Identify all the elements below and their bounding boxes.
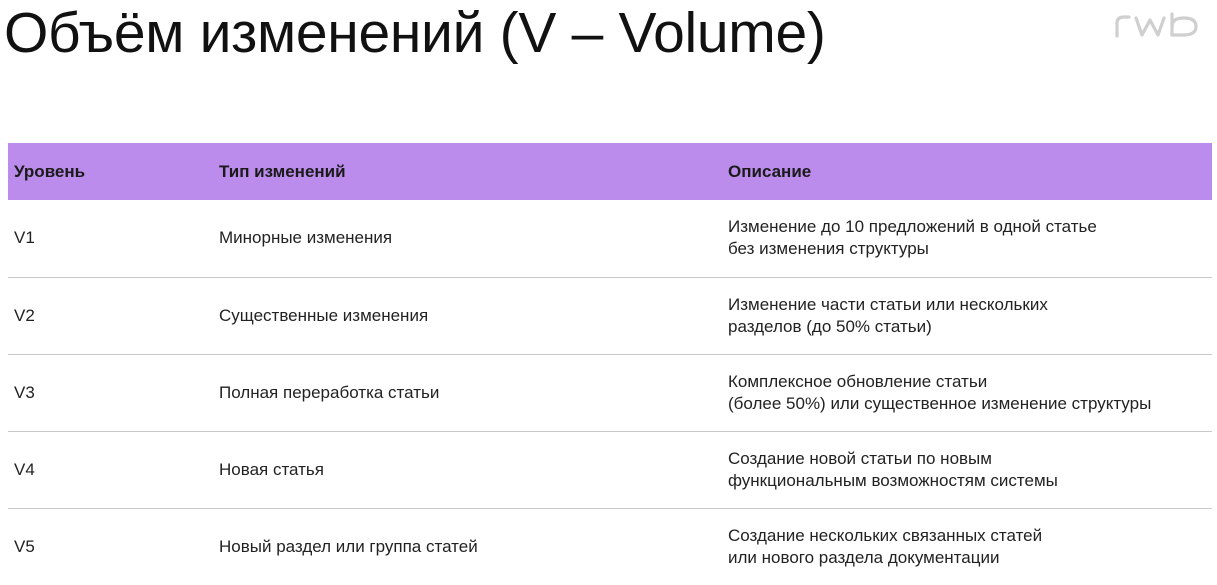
cell-description: [722, 354, 1212, 431]
rwb-logo: [1114, 12, 1214, 38]
header-level: Уровень: [14, 161, 86, 181]
description-line: без изменения структуры: [728, 239, 929, 259]
cell-description: [722, 200, 1212, 277]
cell-level: V3: [14, 382, 35, 402]
table-header-row: [8, 143, 1212, 200]
volume-changes-table: [8, 143, 1212, 585]
cell-change-type: Минорные изменения: [219, 228, 393, 248]
description-line: Изменение до 10 предложений в одной статье: [728, 217, 1097, 237]
table-row: [8, 354, 1212, 431]
table-row: [8, 277, 1212, 354]
description-line: Создание новой статьи по новым: [728, 448, 992, 468]
table-row: [8, 508, 1212, 585]
cell-change-type: Полная переработка статьи: [219, 382, 440, 402]
cell-level: V5: [14, 536, 35, 556]
header-description: Описание: [728, 161, 812, 181]
cell-level: V4: [14, 459, 35, 479]
table-row: [8, 431, 1212, 508]
description-line: функциональным возможностям системы: [728, 470, 1058, 490]
cell-level: V2: [14, 305, 35, 325]
cell-level: V1: [14, 228, 35, 248]
description-line: или нового раздела документации: [728, 547, 1000, 567]
description-line: Комплексное обновление статьи: [728, 371, 988, 391]
header-change-type: Тип изменений: [219, 161, 346, 181]
cell-description: [722, 508, 1212, 585]
description-line: Создание нескольких связанных статей: [728, 525, 1043, 545]
cell-change-type: Существенные изменения: [219, 305, 429, 325]
table-row: [8, 200, 1212, 277]
cell-change-type: Новый раздел или группа статей: [219, 536, 478, 556]
cell-change-type: Новая статья: [219, 459, 324, 479]
slide-title: Объём изменений (V – Volume): [4, 1, 826, 65]
description-line: (более 50%) или существенное изменение структуры: [728, 393, 1152, 413]
description-line: разделов (до 50% статьи): [728, 316, 932, 336]
cell-description: [722, 277, 1212, 354]
description-line: Изменение части статьи или нескольких: [728, 294, 1048, 314]
cell-description: [722, 431, 1212, 508]
